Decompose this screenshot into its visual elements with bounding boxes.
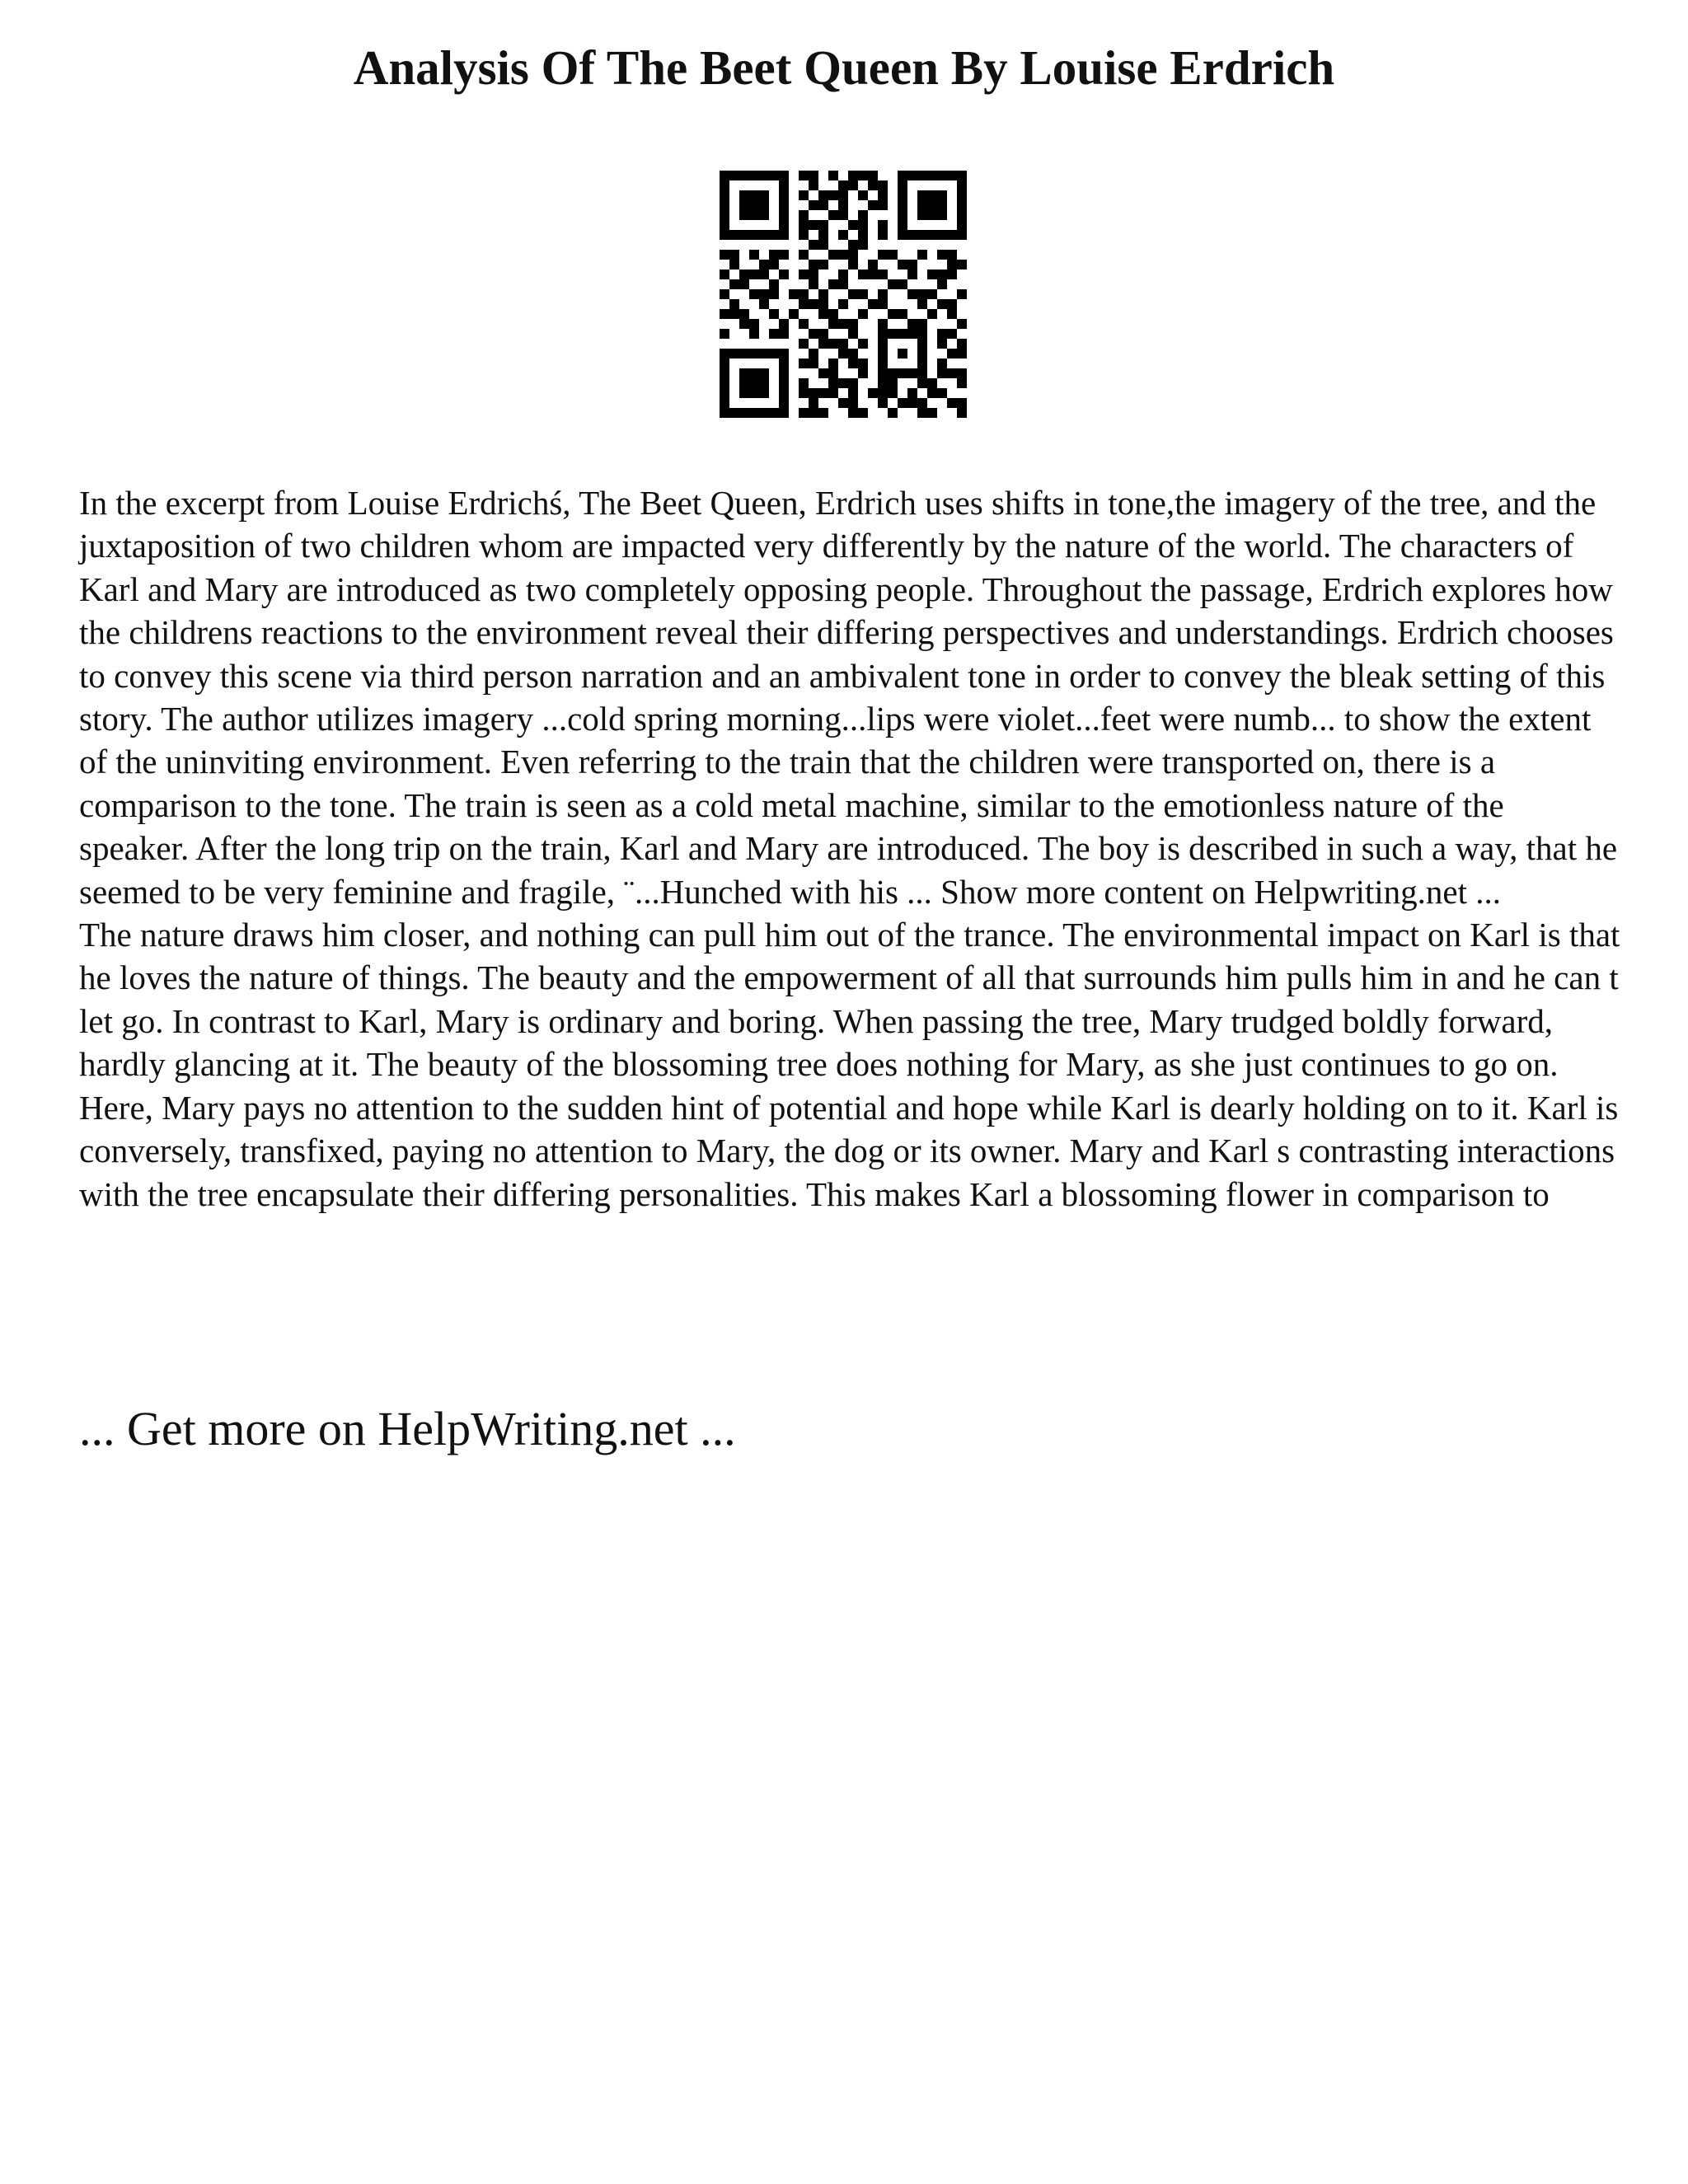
article-body <box>79 481 1622 1216</box>
article-paragraph: The nature draws him closer, and nothing can pull him out of the trance. The environmental impact on Karl is that he loves the nature of things. The beauty and the empowerment of all that surrounds him pulls him in and he can t let go. In contrast to Karl, Mary is ordinary and boring. When passing the tree, Mary trudged boldly forward, hardly glancing at it. The beauty of the blossoming tree does nothing for Mary, as she just continues to go on. Here, Mary pays no attention to the sudden hint of potential and hope while Karl is dearly holding on to it. Karl is conversely, transfixed, paying no attention to Mary, the dog or its owner. Mary and Karl s contrasting interactions with the tree encapsulate their differing personalities. This makes Karl a blossoming flower in comparison to <box>79 916 1620 1213</box>
article-paragraph: In the excerpt from Louise Erdrichś, The Beet Queen, Erdrich uses shifts in tone,the imagery of the tree, and the juxtaposition of two children whom are impacted very differently by the nature of the world. The characters of Karl and Mary are introduced as two completely opposing people. Throughout the passage, Erdrich explores how the childrens reactions to the environment reveal their differing perspectives and understandings. Erdrich chooses to convey this scene via third person narration and an ambivalent tone in order to convey the bleak setting of this story. The author utilizes imagery ...cold spring morning...lips were violet...feet were numb... to show the extent of the uninviting environment. Even referring to the train that the children were transported on, there is a comparison to the tone. The train is seen as a cold metal machine, similar to the emotionless nature of the speaker. After the long trip on the train, Karl and Mary are introduced. The boy is described in such a way, that he seemed to be very feminine and fragile, ¨...Hunched with his ... Show more content on Helpwriting.net ... <box>79 484 1618 911</box>
qr-code-icon <box>720 171 967 418</box>
get-more-link[interactable]: ... Get more on HelpWriting.net ... <box>79 1402 736 1455</box>
page-title: Analysis Of The Beet Queen By Louise Erdrich <box>353 40 1335 95</box>
